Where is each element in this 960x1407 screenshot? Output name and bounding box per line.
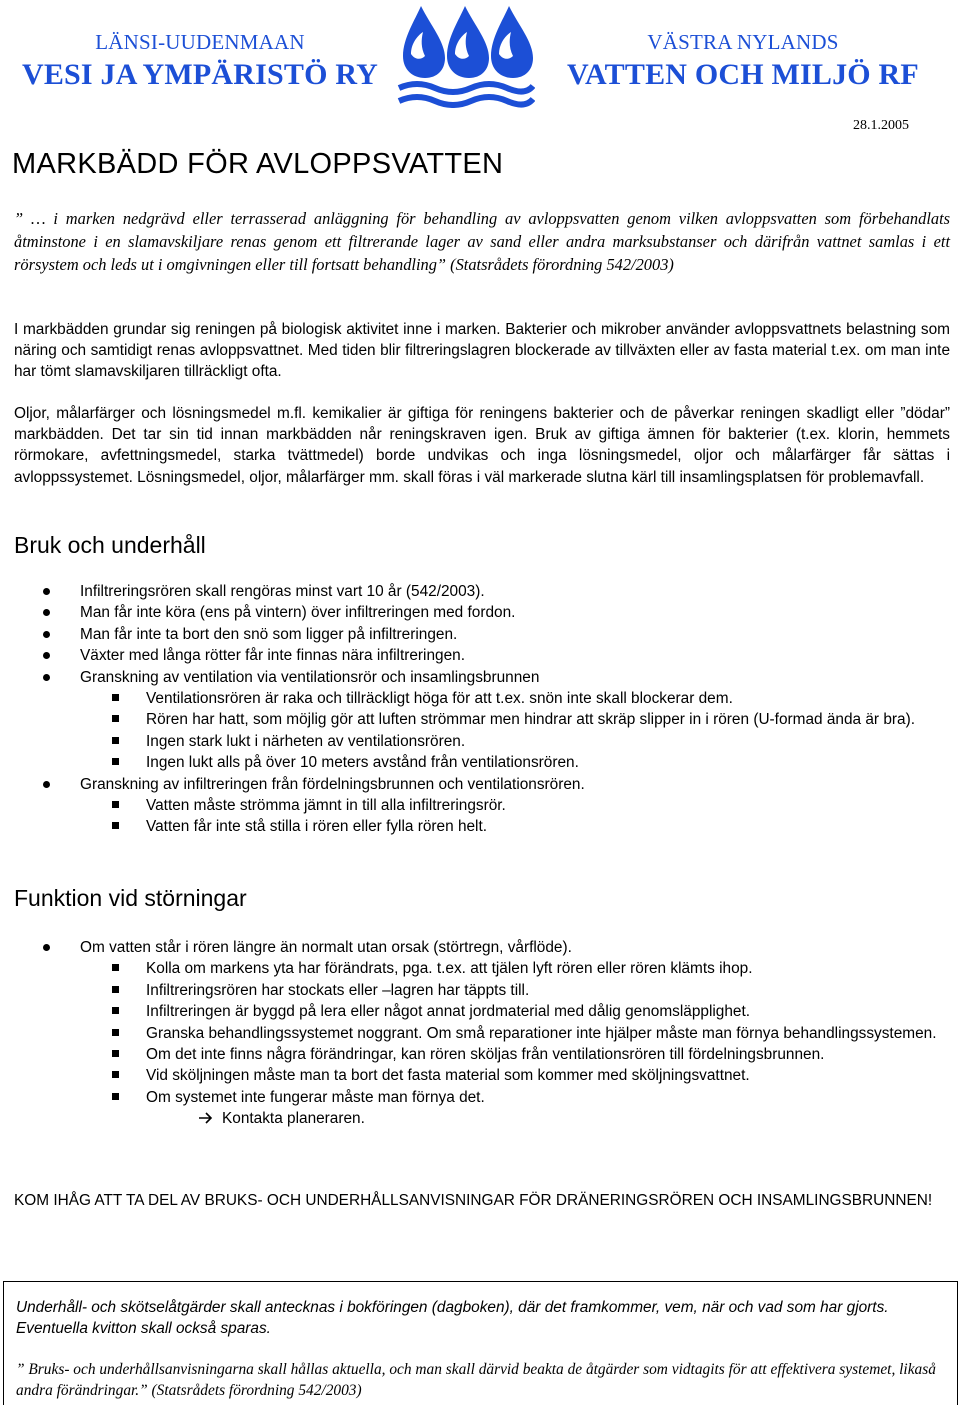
list-item: Växter med långa rötter får inte finnas nära infiltreringen. [0,645,950,666]
paragraph-biology: I markbädden grundar sig reningen på biologisk aktivitet inne i marken. Bakterier och mikrober använder avloppsvattnets belastning som näring och samtidigt renas avloppsvattnet. Med tiden blir filtreringslagren blockerade av tillväxten eller av fasta material t.ex. om man inte har tömt slamavskiljaren tillräckligt ofta. [14,321,950,381]
sub-list-item: Infiltreringen är byggd på lera eller något annat jordmaterial med dålig genomsläpplighet. [0,1001,950,1022]
section-heading-disturbances: Funktion vid störningar [14,885,247,911]
header-left-region: LÄNSI-UUDENMAAN [95,30,305,54]
page-title: MARKBÄDD FÖR AVLOPPSVATTEN [12,148,504,180]
sub-list-item: Vid sköljningen måste man ta bort det fasta material som kommer med sköljningsvattnet. [0,1065,950,1086]
header-right-org [548,30,938,92]
sub-list-item: Granska behandlingssystemet noggrant. Om små reparationer inte hjälper måste man förnya behandlingssystemen. [0,1023,950,1044]
paragraph-chemicals: Oljor, målarfärger och lösningsmedel m.fl. kemikalier är giftiga för reningens bakterier och de påverkar reningen skadligt eller ”dödar” markbädden. Det tar sin tid innan markbädden når reningskraven igen. Bruk av giftiga ämnen för bakterier (t.ex. klorin, hemmets rörmokare, avfettningsmedel, starka tvättmedel) borde undvikas och inga lösningsmedel, oljor och målarfärger får sättas i avloppssystemet. Lösningsmedel, oljor, målarfärger mm. skall föras i väl markerade slutna kärl till insamlingsplatsen för problemavfall. [14,405,950,486]
list-item: Infiltreringsrören skall rengöras minst vart 10 år (542/2003). [0,581,950,602]
sub-list-item: Ingen stark lukt i närheten av ventilationsrören. [0,731,950,752]
sub-list-item: Vatten får inte stå stilla i rören eller fylla rören helt. [0,816,950,837]
header-left-org [10,30,390,92]
footer-note-box [3,1281,958,1405]
footer-quote: ” Bruks- och underhållsanvisningarna skall hållas aktuella, och man skall därvid beakta de åtgärder som vidtagits för att effektivera systemet, likaså andra förändringar.” (Statsrådets förordning 542/2003) [16,1361,936,1399]
sub-list-item: Infiltreringsrören har stockats eller –lagren har täppts till. [0,980,950,1001]
water-drops-logo-icon [395,4,535,108]
header-right-region: VÄSTRA NYLANDS [647,30,839,54]
list-item: Man får inte ta bort den snö som ligger på infiltreringen. [0,624,950,645]
header-left-name: VESI JA YMPÄRISTÖ RY [21,58,379,91]
sub-list-item: Vatten måste strömma jämnt in till alla infiltreringsrör. [0,795,950,816]
reminder-text: KOM IHÅG ATT TA DEL AV BRUKS- OCH UNDERHÅLLSANVISNINGAR FÖR DRÄNERINGSRÖREN OCH INSAMLINGSBRUNNEN! [14,1192,933,1209]
list-item: Granskning av ventilation via ventilationsrör och insamlingsbrunnen [0,667,950,688]
header-right-name: VATTEN OCH MILJÖ RF [567,58,919,91]
definition-quote: ” … i marken nedgrävd eller terrasserad anläggning för behandling av avloppsvatten genom vilken avloppsvatten som förbehandlats åtminstone i en slamavskiljare renas genom ett filtrerande lager av sand eller andra marksubstanser och därifrån vattnet samlas i ett rörsystem och leds ut i omgivningen eller till fortsatt behandling” (Statsrådets förordning 542/2003) [14,209,950,274]
footer-note: Underhåll- och skötselåtgärder skall antecknas i bokföringen (dagboken), där det framkommer, vem, när och vad som har gjorts. Eventuella kvitton skall också sparas. [16,1299,889,1338]
sub-list-item: Rören har hatt, som möjlig gör att luften strömmar men hindrar att skräp slipper in i rören (U-formad ända är bra). [0,709,950,730]
list-item: Man får inte köra (ens på vintern) över infiltreringen med fordon. [0,602,950,623]
sub-list-item: Ingen lukt alls på över 10 meters avstånd från ventilationsrören. [0,752,950,773]
right-arrow-icon [198,1108,214,1134]
sub-list-item: Om det inte finns några förändringar, kan rören sköljas från ventilationsrören till fördelningsbrunnen. [0,1044,950,1065]
sub-list-item: Om systemet inte fungerar måste man förnya det. [0,1087,950,1108]
sub-list-item: Ventilationsrören är raka och tillräckligt höga för att t.ex. snön inte skall blockerar dem. [0,688,950,709]
list-item: Om vatten står i rören längre än normalt utan orsak (störtregn, vårflöde). [0,937,950,958]
arrow-list-item [0,1108,950,1129]
list-item: Granskning av infiltreringen från fördelningsbrunnen och ventilationsrören. [0,774,950,795]
maintenance-list [0,581,950,838]
arrow-item-text: Kontakta planeraren. [222,1110,365,1128]
section-heading-maintenance: Bruk och underhåll [14,532,206,558]
sub-list-item: Kolla om markens yta har förändrats, pga. t.ex. att tjälen lyft rören eller rören klämts ihop. [0,958,950,979]
document-date: 28.1.2005 [853,118,909,133]
disturbance-list [0,937,950,1130]
